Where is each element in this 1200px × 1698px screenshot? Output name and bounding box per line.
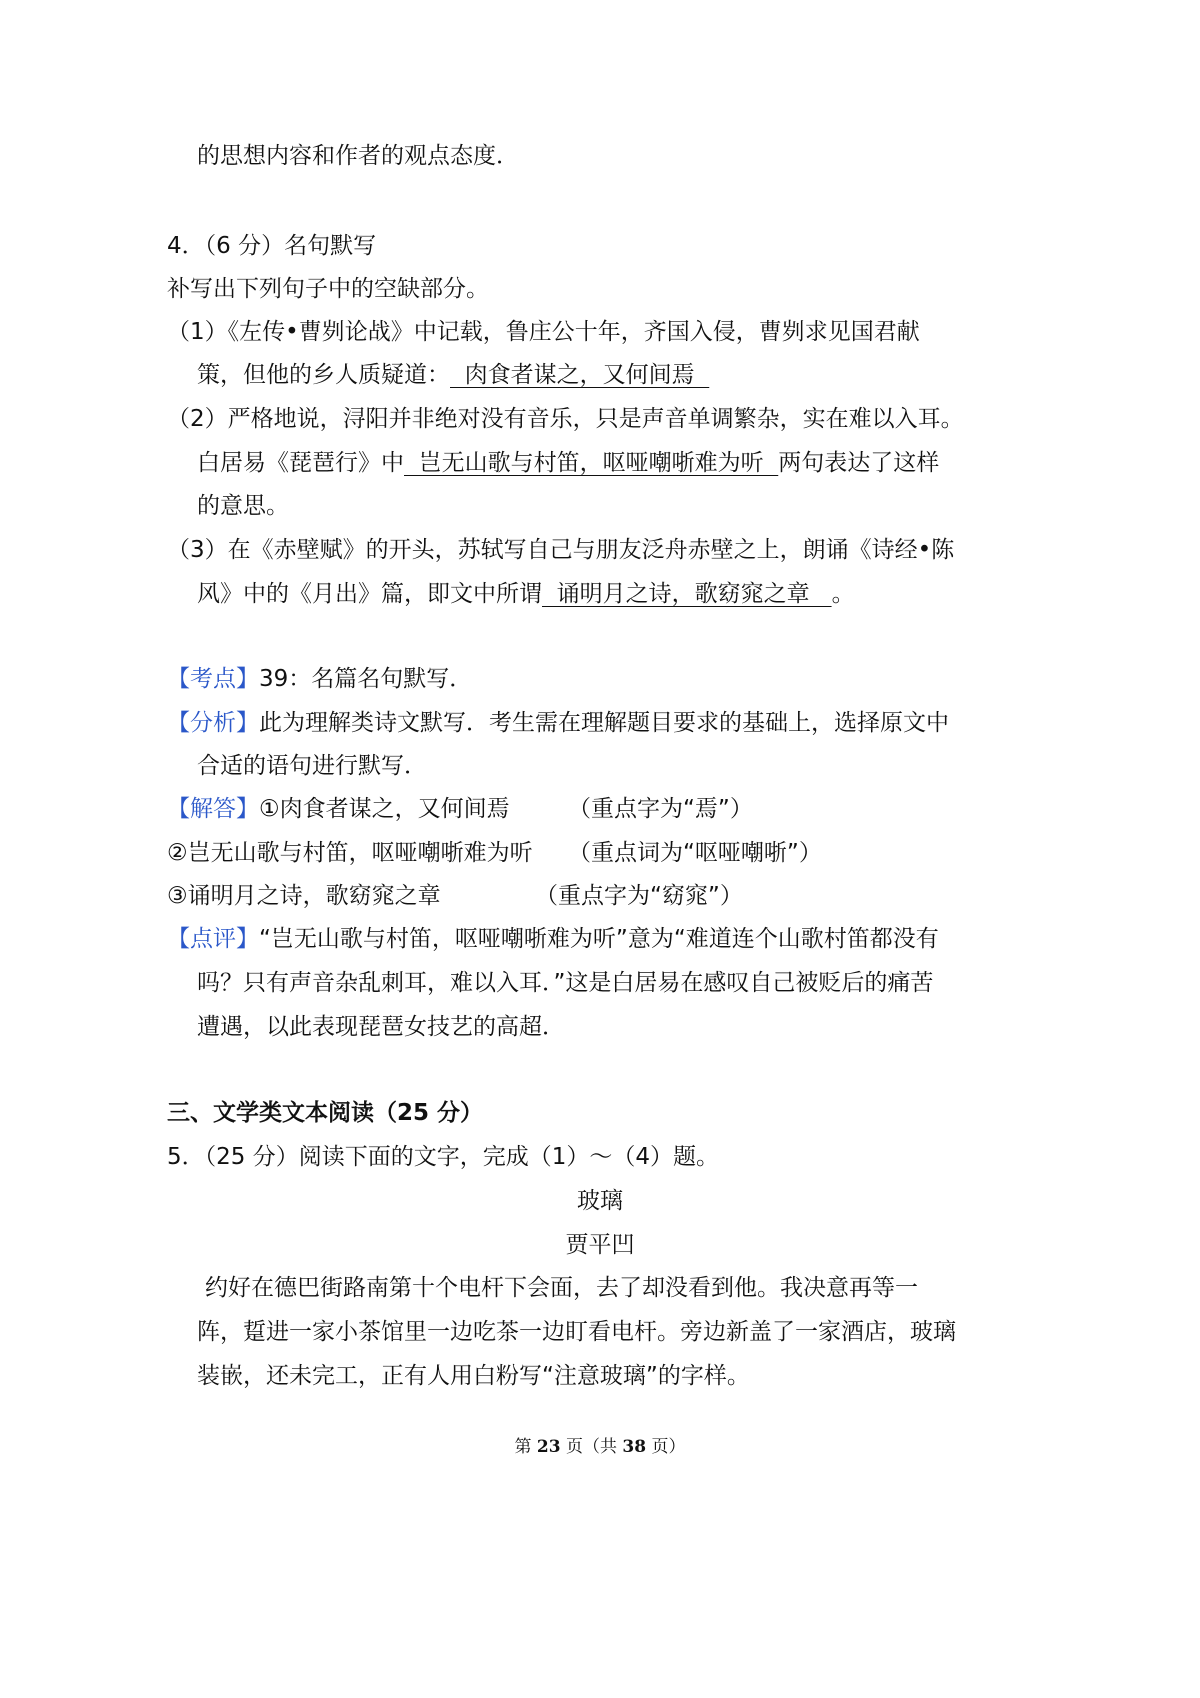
section-3-title: 三、文学类文本阅读（25 分） [167, 1100, 484, 1126]
q4-item2-line1: （2）严格地说，浔阳并非绝对没有音乐，只是声音单调繁杂，实在难以入耳。 [167, 406, 964, 432]
q4-item1-line2 [197, 360, 709, 390]
footer-total-pages: 38 [622, 1437, 647, 1457]
question-4-heading: 4．（6 分）名句默写 [167, 233, 377, 259]
jieda-answer-2: ②岂无山歌与村笛，呕哑嘲哳难为听 [167, 840, 533, 866]
jieda-answer-3: ③诵明月之诗，歌窈窕之章 [167, 883, 441, 909]
dianping-line2: 吗？只有声音杂乱刺耳，难以入耳．”这是白居易在感叹自己被贬后的痛苦 [197, 970, 934, 996]
q4-item1-answer: 肉食者谋之，又何间焉 [450, 362, 710, 388]
story-paragraph1-line2: 阵，踅进一家小茶馆里一边吃茶一边盯看电杆。旁边新盖了一家酒店，玻璃 [197, 1319, 956, 1345]
q4-item2-line2 [197, 448, 939, 478]
jieda-line1 [167, 794, 510, 824]
footer-prefix: 第 [514, 1437, 537, 1457]
q4-item2-prefix: 白居易《琵琶行》中 [197, 450, 404, 476]
fenxi-line1 [167, 708, 949, 738]
dianping-line1 [167, 924, 939, 954]
jieda-tag: 【解答】 [167, 796, 259, 822]
dianping-text1: “岂无山歌与村笛，呕哑嘲哳难为听”意为“难道连个山歌村笛都没有 [259, 926, 939, 952]
dianping-line3: 遭遇，以此表现琵琶女技艺的高超． [197, 1014, 565, 1040]
kaodian-line [167, 664, 472, 694]
q4-item3-line1: （3）在《赤壁赋》的开头，苏轼写自己与朋友泛舟赤壁之上，朗诵《诗经•陈 [167, 537, 955, 563]
fenxi-line2: 合适的语句进行默写． [197, 753, 427, 779]
q4-item3-answer: 诵明月之诗，歌窈窕之章 [542, 581, 832, 607]
footer-middle: 页（共 [560, 1437, 623, 1457]
jieda-note-2: （重点词为“呕哑嘲哳”） [568, 840, 822, 866]
q4-item1-line1: （1）《左传•曹刿论战》中记载，鲁庄公十年，齐国入侵，曹刿求见国君献 [167, 319, 920, 345]
continued-paragraph: 的思想内容和作者的观点态度． [197, 143, 519, 169]
story-author: 贾平凹 [565, 1232, 635, 1258]
q4-item2-answer: 岂无山歌与村笛，呕哑嘲哳难为听 [404, 450, 779, 476]
fenxi-text1: 此为理解类诗文默写．考生需在理解题目要求的基础上，选择原文中 [259, 710, 949, 736]
story-paragraph1-line3: 装嵌，还未完工，正有人用白粉写“注意玻璃”的字样。 [197, 1363, 750, 1389]
q4-item1-prefix: 策，但他的乡人质疑道： [197, 362, 450, 388]
jieda-note-1: （重点字为“焉”） [568, 796, 753, 822]
q4-item2-suffix: 两句表达了这样 [778, 450, 940, 476]
question-5-heading: 5．（25 分）阅读下面的文字，完成（1）～（4）题。 [167, 1144, 719, 1170]
fenxi-tag: 【分析】 [167, 710, 259, 736]
q4-item3-line2 [197, 579, 855, 609]
dianping-tag: 【点评】 [167, 926, 259, 952]
kaodian-tag: 【考点】 [167, 666, 259, 692]
q4-item3-suffix: 。 [831, 581, 855, 607]
story-title: 玻璃 [577, 1188, 623, 1214]
page-footer [0, 1432, 1200, 1462]
kaodian-text: 39：名篇名句默写． [259, 666, 473, 692]
footer-page-number: 23 [536, 1437, 561, 1457]
footer-suffix: 页） [646, 1437, 686, 1457]
q4-item2-line3: 的意思。 [197, 493, 289, 519]
jieda-note-3: （重点字为“窈窕”） [535, 883, 743, 909]
story-paragraph1-line1: 约好在德巴街路南第十个电杆下会面，去了却没看到他。我决意再等一 [205, 1275, 918, 1301]
q4-item3-prefix: 风》中的《月出》篇，即文中所谓 [197, 581, 542, 607]
jieda-answer-1: ①肉食者谋之，又何间焉 [259, 796, 510, 822]
question-4-instruction: 补写出下列句子中的空缺部分。 [167, 276, 489, 302]
